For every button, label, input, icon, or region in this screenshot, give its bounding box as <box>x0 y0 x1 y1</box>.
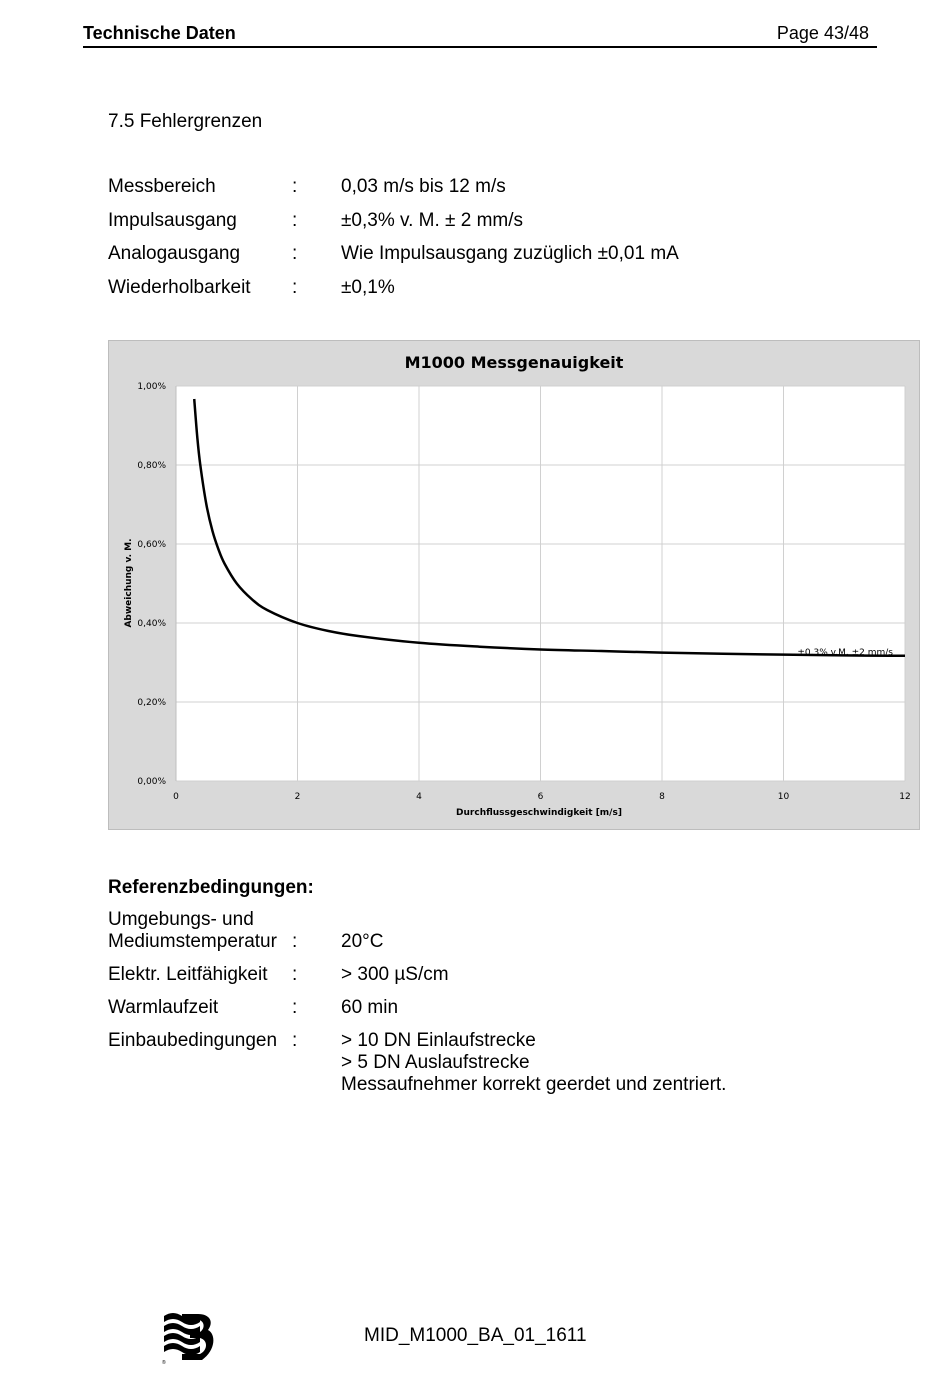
ref-value: 60 min <box>341 997 399 1018</box>
spec-row-analogausgang <box>108 243 868 267</box>
ref-colon: : <box>292 997 298 1018</box>
section-title: 7.5 Fehlergrenzen <box>108 111 263 132</box>
x-tick-label: 0 <box>173 792 179 802</box>
spec-colon: : <box>292 176 298 197</box>
spec-label: Analogausgang <box>108 243 241 264</box>
x-tick-label: 2 <box>294 792 301 802</box>
ref-label: Einbaubedingungen <box>108 1030 278 1051</box>
x-tick-label: 12 <box>899 792 911 802</box>
y-tick-label: 0,80% <box>137 461 166 471</box>
spec-row-wiederholbarkeit <box>108 277 868 301</box>
chart-svg <box>109 341 921 831</box>
spec-value: ±0,1% <box>341 277 395 298</box>
ref-label-line: Mediumstemperatur <box>108 931 277 952</box>
x-tick-label: 10 <box>777 792 790 802</box>
y-axis-label: Abweichung v. M. <box>124 538 134 628</box>
ref-value-line: Messaufnehmer korrekt geerdet und zentriert. <box>341 1074 727 1095</box>
ref-colon: : <box>292 1030 298 1051</box>
ref-label-line: Umgebungs- und <box>108 909 254 930</box>
y-tick-label: 0,00% <box>137 777 166 787</box>
ref-colon: : <box>292 964 298 985</box>
ref-label <box>108 909 277 953</box>
header-title: Technische Daten <box>83 23 236 43</box>
ref-value-line: > 5 DN Auslaufstrecke <box>341 1052 530 1073</box>
y-tick-label: 0,60% <box>137 540 166 550</box>
spec-label: Wiederholbarkeit <box>108 277 251 298</box>
ref-value-line: > 10 DN Einlaufstrecke <box>341 1030 536 1051</box>
ref-label: Elektr. Leitfähigkeit <box>108 964 268 985</box>
ref-colon: : <box>292 931 298 952</box>
ref-value <box>341 1030 726 1096</box>
accuracy-chart <box>108 340 920 830</box>
ref-label: Warmlaufzeit <box>108 997 219 1018</box>
reference-title: Referenzbedingungen: <box>108 877 314 898</box>
document-id: MID_M1000_BA_01_1611 <box>364 1325 587 1346</box>
badger-meter-logo-icon <box>160 1310 216 1366</box>
y-tick-label: 0,20% <box>137 698 166 708</box>
spec-label: Messbereich <box>108 176 216 197</box>
svg-text:®: ® <box>162 1360 166 1366</box>
x-tick-label: 8 <box>659 792 665 802</box>
spec-row-impulsausgang <box>108 210 868 234</box>
ref-value: > 300 µS/cm <box>341 964 449 985</box>
y-tick-label: 0,40% <box>137 619 166 629</box>
ref-value: 20°C <box>341 931 384 952</box>
spec-colon: : <box>292 277 298 298</box>
spec-value: ±0,3% v. M. ± 2 mm/s <box>341 210 524 231</box>
spec-value: 0,03 m/s bis 12 m/s <box>341 176 506 197</box>
spec-value: Wie Impulsausgang zuzüglich ±0,01 mA <box>341 243 679 264</box>
x-tick-label: 4 <box>416 792 422 802</box>
page-number: Page 43/48 <box>776 23 869 43</box>
series-annotation: ±0,3% v.M. ±2 mm/s <box>797 648 893 658</box>
x-axis-label: Durchflussgeschwindigkeit [m/s] <box>456 808 622 818</box>
x-tick-label: 6 <box>537 792 544 802</box>
spec-colon: : <box>292 210 298 231</box>
y-tick-label: 1,00% <box>137 382 166 392</box>
spec-colon: : <box>292 243 298 264</box>
spec-label: Impulsausgang <box>108 210 237 231</box>
spec-row-messbereich <box>108 176 868 200</box>
chart-title: M1000 Messgenauigkeit <box>404 353 624 372</box>
page-header <box>83 22 877 48</box>
